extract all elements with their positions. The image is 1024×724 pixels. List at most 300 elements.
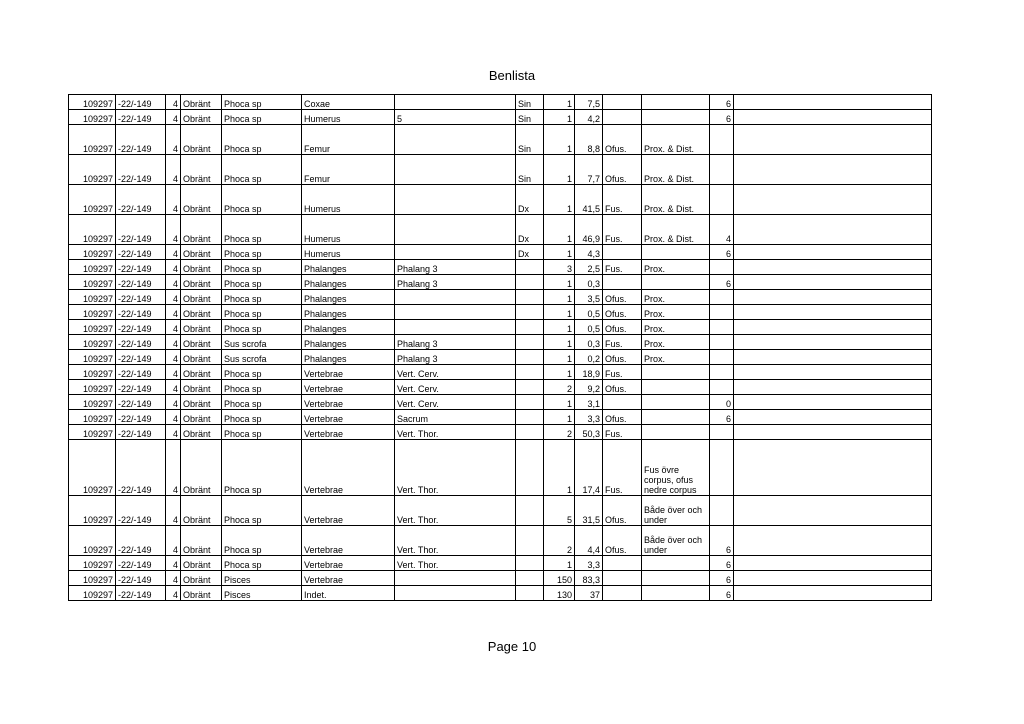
cell-condition: Obränt	[181, 571, 222, 586]
cell-condition: Obränt	[181, 110, 222, 125]
cell-code: -22/-149	[116, 556, 166, 571]
cell-count: 1	[544, 335, 575, 350]
cell-blank	[734, 335, 932, 350]
cell-detail: Vert. Cerv.	[395, 380, 516, 395]
cell-condition: Obränt	[181, 185, 222, 215]
cell-taxon: Phoca sp	[222, 125, 302, 155]
cell-count: 130	[544, 586, 575, 601]
cell-weight: 3,5	[575, 290, 603, 305]
cell-fusion	[603, 245, 642, 260]
cell-condition: Obränt	[181, 275, 222, 290]
cell-element: Vertebrae	[302, 425, 395, 440]
cell-extra: 6	[710, 110, 734, 125]
cell-condition: Obränt	[181, 260, 222, 275]
cell-number: 4	[166, 496, 181, 526]
cell-extra: 0	[710, 395, 734, 410]
table-row	[69, 185, 932, 215]
table-row	[69, 320, 932, 335]
cell-blank	[734, 365, 932, 380]
cell-blank	[734, 410, 932, 425]
cell-weight: 4,4	[575, 526, 603, 556]
cell-side	[516, 425, 544, 440]
cell-weight: 50,3	[575, 425, 603, 440]
cell-detail	[395, 320, 516, 335]
cell-extra: 6	[710, 571, 734, 586]
cell-count: 2	[544, 526, 575, 556]
cell-condition: Obränt	[181, 320, 222, 335]
cell-extra	[710, 125, 734, 155]
cell-fusion	[603, 556, 642, 571]
cell-blank	[734, 95, 932, 110]
cell-count: 1	[544, 110, 575, 125]
cell-condition: Obränt	[181, 365, 222, 380]
cell-taxon: Phoca sp	[222, 320, 302, 335]
cell-number: 4	[166, 185, 181, 215]
cell-extra	[710, 380, 734, 395]
cell-code: -22/-149	[116, 395, 166, 410]
cell-extra: 6	[710, 95, 734, 110]
cell-side	[516, 586, 544, 601]
cell-weight: 8,8	[575, 125, 603, 155]
cell-condition: Obränt	[181, 440, 222, 496]
cell-number: 4	[166, 395, 181, 410]
cell-detail: Phalang 3	[395, 260, 516, 275]
cell-taxon: Phoca sp	[222, 440, 302, 496]
cell-element: Phalanges	[302, 305, 395, 320]
cell-side: Sin	[516, 95, 544, 110]
cell-weight: 4,3	[575, 245, 603, 260]
cell-part	[642, 380, 710, 395]
cell-condition: Obränt	[181, 350, 222, 365]
cell-detail	[395, 571, 516, 586]
cell-extra	[710, 290, 734, 305]
cell-number: 4	[166, 215, 181, 245]
cell-count: 1	[544, 350, 575, 365]
cell-id: 109297	[69, 155, 116, 185]
cell-number: 4	[166, 320, 181, 335]
cell-blank	[734, 496, 932, 526]
cell-side	[516, 395, 544, 410]
cell-count: 1	[544, 275, 575, 290]
table-row	[69, 335, 932, 350]
cell-taxon: Phoca sp	[222, 260, 302, 275]
cell-element: Coxae	[302, 95, 395, 110]
cell-id: 109297	[69, 425, 116, 440]
cell-side	[516, 290, 544, 305]
cell-weight: 3,3	[575, 410, 603, 425]
cell-element: Vertebrae	[302, 526, 395, 556]
cell-count: 1	[544, 556, 575, 571]
cell-part	[642, 395, 710, 410]
table-row	[69, 245, 932, 260]
cell-id: 109297	[69, 440, 116, 496]
cell-code: -22/-149	[116, 305, 166, 320]
cell-count: 2	[544, 380, 575, 395]
cell-code: -22/-149	[116, 571, 166, 586]
cell-side: Sin	[516, 155, 544, 185]
cell-condition: Obränt	[181, 425, 222, 440]
cell-taxon: Phoca sp	[222, 155, 302, 185]
cell-detail: Vert. Thor.	[395, 496, 516, 526]
cell-weight: 0,5	[575, 305, 603, 320]
cell-number: 4	[166, 571, 181, 586]
cell-number: 4	[166, 290, 181, 305]
cell-taxon: Phoca sp	[222, 95, 302, 110]
cell-extra	[710, 350, 734, 365]
cell-condition: Obränt	[181, 95, 222, 110]
cell-side	[516, 571, 544, 586]
cell-taxon: Phoca sp	[222, 556, 302, 571]
cell-element: Humerus	[302, 245, 395, 260]
cell-element: Vertebrae	[302, 410, 395, 425]
cell-count: 1	[544, 305, 575, 320]
cell-id: 109297	[69, 95, 116, 110]
cell-element: Vertebrae	[302, 440, 395, 496]
table-row	[69, 440, 932, 496]
table-row	[69, 556, 932, 571]
cell-side	[516, 526, 544, 556]
cell-side	[516, 260, 544, 275]
cell-element: Phalanges	[302, 320, 395, 335]
cell-weight: 17,4	[575, 440, 603, 496]
cell-id: 109297	[69, 335, 116, 350]
cell-number: 4	[166, 410, 181, 425]
cell-number: 4	[166, 155, 181, 185]
cell-weight: 7,5	[575, 95, 603, 110]
cell-element: Vertebrae	[302, 395, 395, 410]
cell-count: 150	[544, 571, 575, 586]
cell-weight: 0,3	[575, 335, 603, 350]
cell-code: -22/-149	[116, 380, 166, 395]
cell-blank	[734, 260, 932, 275]
cell-extra: 6	[710, 275, 734, 290]
cell-extra	[710, 425, 734, 440]
cell-part: Prox.	[642, 350, 710, 365]
cell-fusion: Ofus.	[603, 380, 642, 395]
cell-condition: Obränt	[181, 410, 222, 425]
cell-code: -22/-149	[116, 260, 166, 275]
cell-condition: Obränt	[181, 155, 222, 185]
cell-side: Dx	[516, 215, 544, 245]
cell-blank	[734, 425, 932, 440]
table-row	[69, 395, 932, 410]
cell-element: Humerus	[302, 215, 395, 245]
cell-count: 1	[544, 215, 575, 245]
cell-fusion	[603, 586, 642, 601]
cell-side	[516, 320, 544, 335]
cell-code: -22/-149	[116, 290, 166, 305]
cell-extra	[710, 260, 734, 275]
cell-weight: 0,2	[575, 350, 603, 365]
cell-part: Både över och under	[642, 526, 710, 556]
cell-part	[642, 556, 710, 571]
cell-condition: Obränt	[181, 245, 222, 260]
cell-number: 4	[166, 556, 181, 571]
cell-blank	[734, 245, 932, 260]
cell-taxon: Phoca sp	[222, 526, 302, 556]
cell-fusion	[603, 571, 642, 586]
cell-fusion: Ofus.	[603, 320, 642, 335]
cell-number: 4	[166, 260, 181, 275]
cell-id: 109297	[69, 185, 116, 215]
cell-side	[516, 380, 544, 395]
cell-taxon: Phoca sp	[222, 410, 302, 425]
cell-code: -22/-149	[116, 526, 166, 556]
cell-code: -22/-149	[116, 110, 166, 125]
cell-side	[516, 410, 544, 425]
page-title: Benlista	[488, 68, 536, 83]
cell-condition: Obränt	[181, 335, 222, 350]
cell-weight: 41,5	[575, 185, 603, 215]
cell-part	[642, 410, 710, 425]
cell-blank	[734, 586, 932, 601]
cell-extra: 6	[710, 586, 734, 601]
cell-condition: Obränt	[181, 496, 222, 526]
cell-part	[642, 110, 710, 125]
cell-taxon: Phoca sp	[222, 395, 302, 410]
cell-condition: Obränt	[181, 290, 222, 305]
cell-element: Phalanges	[302, 335, 395, 350]
cell-id: 109297	[69, 586, 116, 601]
cell-count: 1	[544, 395, 575, 410]
cell-taxon: Phoca sp	[222, 245, 302, 260]
cell-side	[516, 350, 544, 365]
cell-part: Prox. & Dist.	[642, 215, 710, 245]
cell-part	[642, 365, 710, 380]
cell-count: 2	[544, 425, 575, 440]
cell-blank	[734, 110, 932, 125]
cell-detail: Phalang 3	[395, 275, 516, 290]
cell-number: 4	[166, 425, 181, 440]
cell-weight: 46,9	[575, 215, 603, 245]
cell-fusion	[603, 395, 642, 410]
cell-side	[516, 440, 544, 496]
cell-element: Humerus	[302, 185, 395, 215]
cell-side: Sin	[516, 110, 544, 125]
cell-count: 5	[544, 496, 575, 526]
cell-detail: Sacrum	[395, 410, 516, 425]
cell-id: 109297	[69, 380, 116, 395]
cell-weight: 7,7	[575, 155, 603, 185]
cell-id: 109297	[69, 305, 116, 320]
cell-part: Prox.	[642, 305, 710, 320]
cell-number: 4	[166, 335, 181, 350]
cell-count: 1	[544, 410, 575, 425]
cell-condition: Obränt	[181, 395, 222, 410]
cell-id: 109297	[69, 260, 116, 275]
cell-blank	[734, 350, 932, 365]
cell-extra: 6	[710, 245, 734, 260]
cell-number: 4	[166, 350, 181, 365]
table-row	[69, 305, 932, 320]
cell-extra	[710, 335, 734, 350]
cell-number: 4	[166, 440, 181, 496]
cell-condition: Obränt	[181, 526, 222, 556]
table-row	[69, 586, 932, 601]
cell-element: Vertebrae	[302, 496, 395, 526]
table-row	[69, 496, 932, 526]
cell-taxon: Phoca sp	[222, 290, 302, 305]
cell-taxon: Phoca sp	[222, 425, 302, 440]
cell-id: 109297	[69, 395, 116, 410]
cell-taxon: Sus scrofa	[222, 350, 302, 365]
table-row	[69, 215, 932, 245]
table-body	[69, 95, 932, 601]
cell-weight: 83,3	[575, 571, 603, 586]
cell-element: Phalanges	[302, 275, 395, 290]
cell-blank	[734, 320, 932, 335]
cell-fusion: Fus.	[603, 335, 642, 350]
cell-number: 4	[166, 125, 181, 155]
table-row	[69, 155, 932, 185]
cell-detail: Phalang 3	[395, 335, 516, 350]
cell-detail: Vert. Thor.	[395, 440, 516, 496]
cell-blank	[734, 155, 932, 185]
table-row	[69, 425, 932, 440]
cell-code: -22/-149	[116, 365, 166, 380]
cell-taxon: Phoca sp	[222, 380, 302, 395]
cell-blank	[734, 380, 932, 395]
cell-count: 1	[544, 155, 575, 185]
cell-id: 109297	[69, 125, 116, 155]
table-row	[69, 410, 932, 425]
cell-element: Phalanges	[302, 260, 395, 275]
cell-taxon: Phoca sp	[222, 305, 302, 320]
cell-id: 109297	[69, 365, 116, 380]
cell-fusion: Fus.	[603, 215, 642, 245]
cell-count: 1	[544, 365, 575, 380]
cell-code: -22/-149	[116, 320, 166, 335]
cell-code: -22/-149	[116, 245, 166, 260]
cell-detail: Vert. Thor.	[395, 425, 516, 440]
cell-detail: Phalang 3	[395, 350, 516, 365]
cell-blank	[734, 290, 932, 305]
cell-part	[642, 245, 710, 260]
cell-extra: 6	[710, 410, 734, 425]
cell-fusion: Fus.	[603, 365, 642, 380]
table-row	[69, 125, 932, 155]
cell-count: 1	[544, 290, 575, 305]
cell-detail: Vert. Thor.	[395, 526, 516, 556]
cell-fusion	[603, 275, 642, 290]
cell-weight: 3,3	[575, 556, 603, 571]
cell-weight: 0,5	[575, 320, 603, 335]
cell-condition: Obränt	[181, 125, 222, 155]
cell-extra	[710, 155, 734, 185]
cell-taxon: Pisces	[222, 586, 302, 601]
cell-count: 1	[544, 320, 575, 335]
cell-id: 109297	[69, 410, 116, 425]
cell-number: 4	[166, 380, 181, 395]
cell-fusion: Ofus.	[603, 305, 642, 320]
cell-weight: 3,1	[575, 395, 603, 410]
cell-id: 109297	[69, 290, 116, 305]
table-row	[69, 365, 932, 380]
cell-extra	[710, 320, 734, 335]
cell-extra	[710, 185, 734, 215]
table-row	[69, 380, 932, 395]
cell-taxon: Pisces	[222, 571, 302, 586]
cell-code: -22/-149	[116, 586, 166, 601]
cell-part	[642, 275, 710, 290]
cell-part: Prox.	[642, 290, 710, 305]
cell-side: Dx	[516, 245, 544, 260]
cell-detail: Vert. Cerv.	[395, 365, 516, 380]
cell-blank	[734, 571, 932, 586]
cell-weight: 9,2	[575, 380, 603, 395]
cell-part: Prox.	[642, 320, 710, 335]
cell-fusion: Ofus.	[603, 496, 642, 526]
cell-count: 1	[544, 245, 575, 260]
cell-id: 109297	[69, 320, 116, 335]
cell-fusion: Ofus.	[603, 125, 642, 155]
cell-taxon: Phoca sp	[222, 215, 302, 245]
cell-detail	[395, 245, 516, 260]
cell-code: -22/-149	[116, 95, 166, 110]
cell-taxon: Phoca sp	[222, 365, 302, 380]
cell-id: 109297	[69, 556, 116, 571]
cell-detail	[395, 185, 516, 215]
cell-code: -22/-149	[116, 125, 166, 155]
cell-detail: Vert. Cerv.	[395, 395, 516, 410]
cell-element: Femur	[302, 155, 395, 185]
bone-list-table	[68, 94, 932, 601]
cell-element: Vertebrae	[302, 556, 395, 571]
cell-count: 1	[544, 440, 575, 496]
cell-code: -22/-149	[116, 350, 166, 365]
cell-taxon: Phoca sp	[222, 185, 302, 215]
cell-blank	[734, 125, 932, 155]
cell-count: 1	[544, 125, 575, 155]
cell-count: 3	[544, 260, 575, 275]
cell-blank	[734, 395, 932, 410]
cell-code: -22/-149	[116, 215, 166, 245]
cell-fusion	[603, 110, 642, 125]
cell-element: Femur	[302, 125, 395, 155]
cell-detail	[395, 290, 516, 305]
table-row	[69, 95, 932, 110]
cell-taxon: Phoca sp	[222, 275, 302, 290]
cell-detail: 5	[395, 110, 516, 125]
cell-weight: 37	[575, 586, 603, 601]
cell-condition: Obränt	[181, 380, 222, 395]
cell-condition: Obränt	[181, 556, 222, 571]
cell-fusion: Fus.	[603, 440, 642, 496]
cell-fusion: Ofus.	[603, 155, 642, 185]
cell-number: 4	[166, 95, 181, 110]
cell-id: 109297	[69, 215, 116, 245]
cell-detail	[395, 155, 516, 185]
cell-detail	[395, 215, 516, 245]
table-row	[69, 110, 932, 125]
cell-number: 4	[166, 586, 181, 601]
cell-weight: 2,5	[575, 260, 603, 275]
cell-part: Prox. & Dist.	[642, 185, 710, 215]
cell-part: Prox. & Dist.	[642, 125, 710, 155]
cell-id: 109297	[69, 496, 116, 526]
cell-code: -22/-149	[116, 440, 166, 496]
cell-fusion: Ofus.	[603, 526, 642, 556]
cell-side	[516, 275, 544, 290]
cell-fusion: Ofus.	[603, 410, 642, 425]
table-row	[69, 571, 932, 586]
table-row	[69, 290, 932, 305]
cell-number: 4	[166, 305, 181, 320]
cell-side	[516, 496, 544, 526]
cell-number: 4	[166, 245, 181, 260]
cell-extra: 6	[710, 526, 734, 556]
cell-blank	[734, 556, 932, 571]
